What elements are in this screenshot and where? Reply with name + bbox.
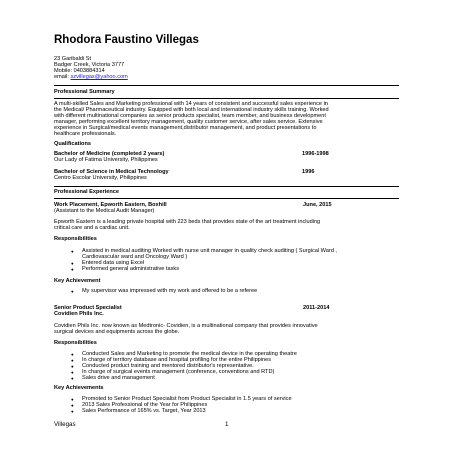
qualification-degree: Bachelor of Science in Medical Technology [54, 169, 169, 175]
mobile-number: Mobile: 0403884314 [54, 68, 105, 74]
bullet-icon: ● [71, 289, 74, 294]
bullet-icon: ● [71, 370, 74, 375]
job-title: Work Placement, Epworth Eastern, Boxhill [54, 202, 167, 208]
qualification-school: Our Lady of Fatima University, Philippines [54, 157, 158, 163]
summary-heading: Professional Summary [54, 89, 115, 95]
responsibility-item: Entered data using Excel [82, 260, 145, 266]
qualification-school: Centro Escolar University, Philippines [54, 175, 147, 181]
email-link[interactable]: szvillegas@yahoo.com [70, 74, 128, 80]
responsibility-item: In charge of surgical events management (conference, conventions and RTD) [82, 369, 275, 375]
email-label: email: [54, 74, 71, 80]
job-title: Senior Product Specialist [54, 305, 122, 311]
job-company: Covidien Phils Inc. [54, 311, 104, 317]
job-description-line: Epworth Eastern is a leading private hospital with 223 beds that provides state of the art treatment including [54, 219, 321, 225]
bullet-icon: ● [71, 364, 74, 369]
qualifications-heading: Qualifications [54, 141, 91, 147]
job-description-line: surgical devices and equipments across the globe. [54, 329, 180, 335]
bullet-icon: ● [71, 403, 74, 408]
email-line [54, 75, 128, 81]
summary-line: with different multinational companies as senior products specialist, team member, and business development [54, 113, 326, 119]
footer-name: Villegas [54, 421, 76, 428]
resume-name: Rhodora Faustino Villegas [54, 34, 199, 46]
achievement-item: My supervisor was impressed with my work and offered to be a referee [82, 288, 258, 294]
summary-line: the Medical/ Pharmaceutical industry. Equipped with both local and international industry skills training. Worked [54, 107, 329, 113]
bullet-icon: ● [71, 409, 74, 414]
job-description-line: critical care and a cardiac unit. [54, 225, 130, 231]
job-date: June, 2015 [303, 202, 332, 208]
responsibility-item: Performed general administrative tasks [82, 266, 180, 272]
achievement-item: 2013 Sales Professional of the Year for Philippines [82, 402, 208, 408]
responsibility-item: Sales drive and management [82, 375, 155, 381]
bullet-icon: ● [71, 397, 74, 402]
address-line-2: Badger Creek, Victoria 3777 [54, 62, 125, 68]
qualification-years: 1996-1998 [302, 151, 329, 157]
section-divider [54, 98, 399, 99]
achievements-heading: Key Achievement [54, 278, 101, 284]
bullet-icon: ● [71, 358, 74, 363]
address-line-1: 23 Garibaldi St [54, 56, 92, 62]
job-description-line: Covidien Phils Inc. now known as Medtronic- Covidien, is a multinational company that provides innovative [54, 323, 318, 329]
achievement-item: Sales Performance of 165% vs. Target, Year 2013 [82, 408, 206, 414]
section-divider [54, 85, 399, 86]
responsibilities-heading: Responsibilities [54, 236, 97, 242]
qualification-years: 1996 [302, 169, 315, 175]
summary-line: healthcare professionals. [54, 131, 117, 137]
experience-heading: Professional Experience [54, 189, 119, 195]
responsibilities-heading: Responsibilities [54, 340, 97, 346]
responsibility-item: Assisted in medical auditing Worked with nurse unit manager in quality check auditing ( Surgical Ward , [82, 248, 337, 254]
bullet-icon: ● [71, 376, 74, 381]
page-number: 1 [225, 421, 229, 428]
responsibility-item: In charge of territory database and hospital profiling for the entire Philippines [82, 357, 272, 363]
bullet-icon: ● [71, 261, 74, 266]
responsibility-item: Conducted product training and mentored distributor's representative. [82, 363, 254, 369]
summary-line: manager, performing excellent territory management, quality customer service, after sales service. Extensive [54, 119, 323, 125]
achievement-item: Promoted to Senior Product Specialist from Product Specialist in 1.5 years of service [82, 396, 292, 402]
responsibility-item: Conducted Sales and Marketing to promote the medical device in the operating theatre [82, 351, 297, 357]
achievements-heading: Key Achievements [54, 385, 104, 391]
bullet-icon: ● [71, 249, 74, 254]
responsibility-item: Cardiovascular ward and Oncology Ward ) [82, 254, 188, 260]
summary-line: A multi-skilled Sales and Marketing professional with 14 years of consistent and successful sales experience in [54, 101, 328, 107]
bullet-icon: ● [71, 352, 74, 357]
job-subtitle: (Assistant to the Medical Audit Manager) [54, 208, 155, 214]
job-date: 2011-2014 [303, 305, 330, 311]
bullet-icon: ● [71, 267, 74, 272]
qualification-degree: Bachelor of Medicine (completed 2 years) [54, 151, 165, 157]
section-divider [54, 198, 399, 199]
summary-line: experience in Surgical/medical events management,distributor management, and product presentations to [54, 125, 317, 131]
section-divider [54, 186, 399, 187]
